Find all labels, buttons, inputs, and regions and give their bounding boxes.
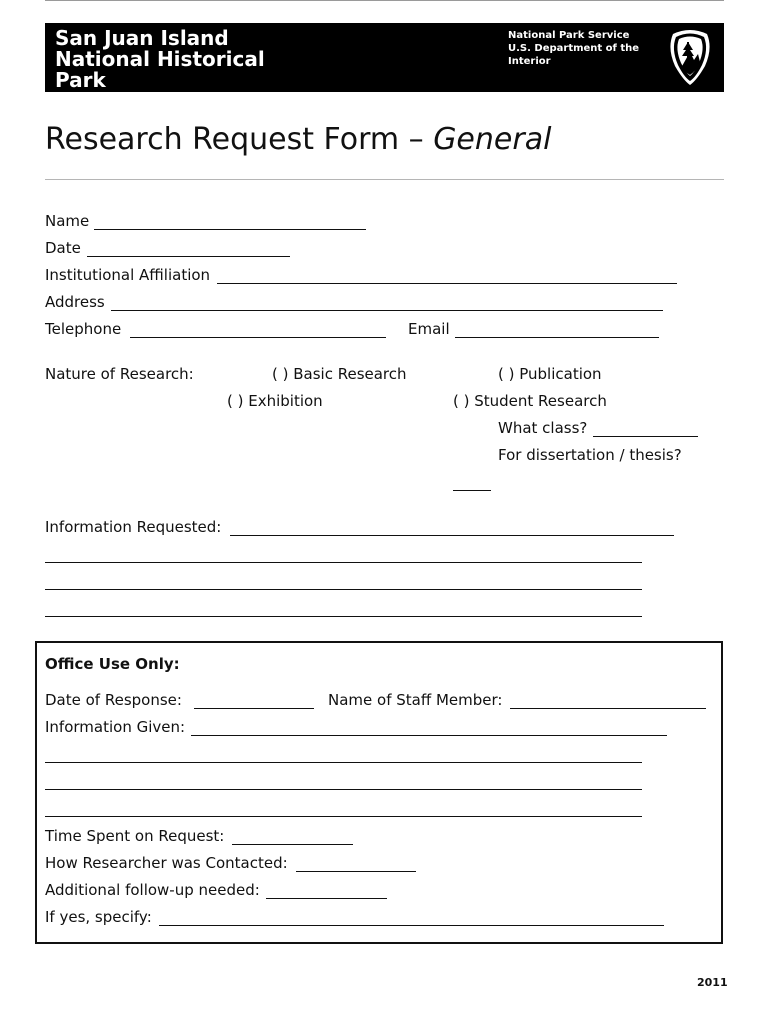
name-label: Name xyxy=(45,212,90,230)
research-label: Nature of Research: xyxy=(45,365,194,383)
title-main: Research Request Form – xyxy=(45,122,434,157)
publication-checkbox[interactable]: ( ) Publication xyxy=(498,365,602,383)
title-divider xyxy=(45,179,724,180)
what-class-label: What class? xyxy=(498,419,588,437)
contacted-label: How Researcher was Contacted: xyxy=(45,854,288,872)
dissertation-field[interactable] xyxy=(453,490,491,491)
header-banner xyxy=(45,23,724,92)
time-spent-field[interactable] xyxy=(232,844,353,845)
form-year: 2011 xyxy=(697,976,728,989)
dissertation-label: For dissertation / thesis? xyxy=(498,446,682,464)
park-name: San Juan Island National Historical Park xyxy=(55,26,265,92)
email-field[interactable] xyxy=(455,337,659,338)
info-given-line[interactable] xyxy=(45,789,642,790)
office-use-heading: Office Use Only: xyxy=(45,655,180,673)
agency-text: National Park Service U.S. Department of the Interior xyxy=(508,30,640,67)
info-requested-line[interactable] xyxy=(45,589,642,590)
top-rule xyxy=(45,0,724,1)
info-requested-label: Information Requested: xyxy=(45,518,222,536)
title-italic: General xyxy=(433,122,552,157)
info-given-line[interactable] xyxy=(45,762,642,763)
staff-member-field[interactable] xyxy=(510,708,706,709)
contacted-field[interactable] xyxy=(296,871,416,872)
address-field[interactable] xyxy=(111,310,663,311)
info-given-label: Information Given: xyxy=(45,718,186,736)
agency-block xyxy=(508,29,658,68)
address-label: Address xyxy=(45,293,105,311)
followup-label: Additional follow-up needed: xyxy=(45,881,260,899)
affiliation-field[interactable] xyxy=(217,283,677,284)
info-given-field[interactable] xyxy=(191,735,667,736)
info-given-line[interactable] xyxy=(45,816,642,817)
nps-arrowhead-icon xyxy=(667,28,713,86)
date-field[interactable] xyxy=(87,256,290,257)
exhibition-checkbox[interactable]: ( ) Exhibition xyxy=(227,392,323,410)
date-response-field[interactable] xyxy=(194,708,314,709)
telephone-field[interactable] xyxy=(130,337,386,338)
student-research-checkbox[interactable]: ( ) Student Research xyxy=(453,392,607,410)
info-requested-line[interactable] xyxy=(45,562,642,563)
email-label: Email xyxy=(408,320,450,338)
followup-field[interactable] xyxy=(266,898,387,899)
specify-field[interactable] xyxy=(159,925,664,926)
telephone-label: Telephone xyxy=(45,320,122,338)
info-requested-field[interactable] xyxy=(230,535,674,536)
name-field[interactable] xyxy=(94,229,366,230)
time-spent-label: Time Spent on Request: xyxy=(45,827,225,845)
date-label: Date xyxy=(45,239,81,257)
date-response-label: Date of Response: xyxy=(45,691,182,709)
info-requested-line[interactable] xyxy=(45,616,642,617)
affiliation-label: Institutional Affiliation xyxy=(45,266,211,284)
basic-research-checkbox[interactable]: ( ) Basic Research xyxy=(272,365,407,383)
specify-label: If yes, specify: xyxy=(45,908,152,926)
what-class-field[interactable] xyxy=(593,436,698,437)
staff-member-label: Name of Staff Member: xyxy=(328,691,503,709)
page-title xyxy=(45,120,551,160)
